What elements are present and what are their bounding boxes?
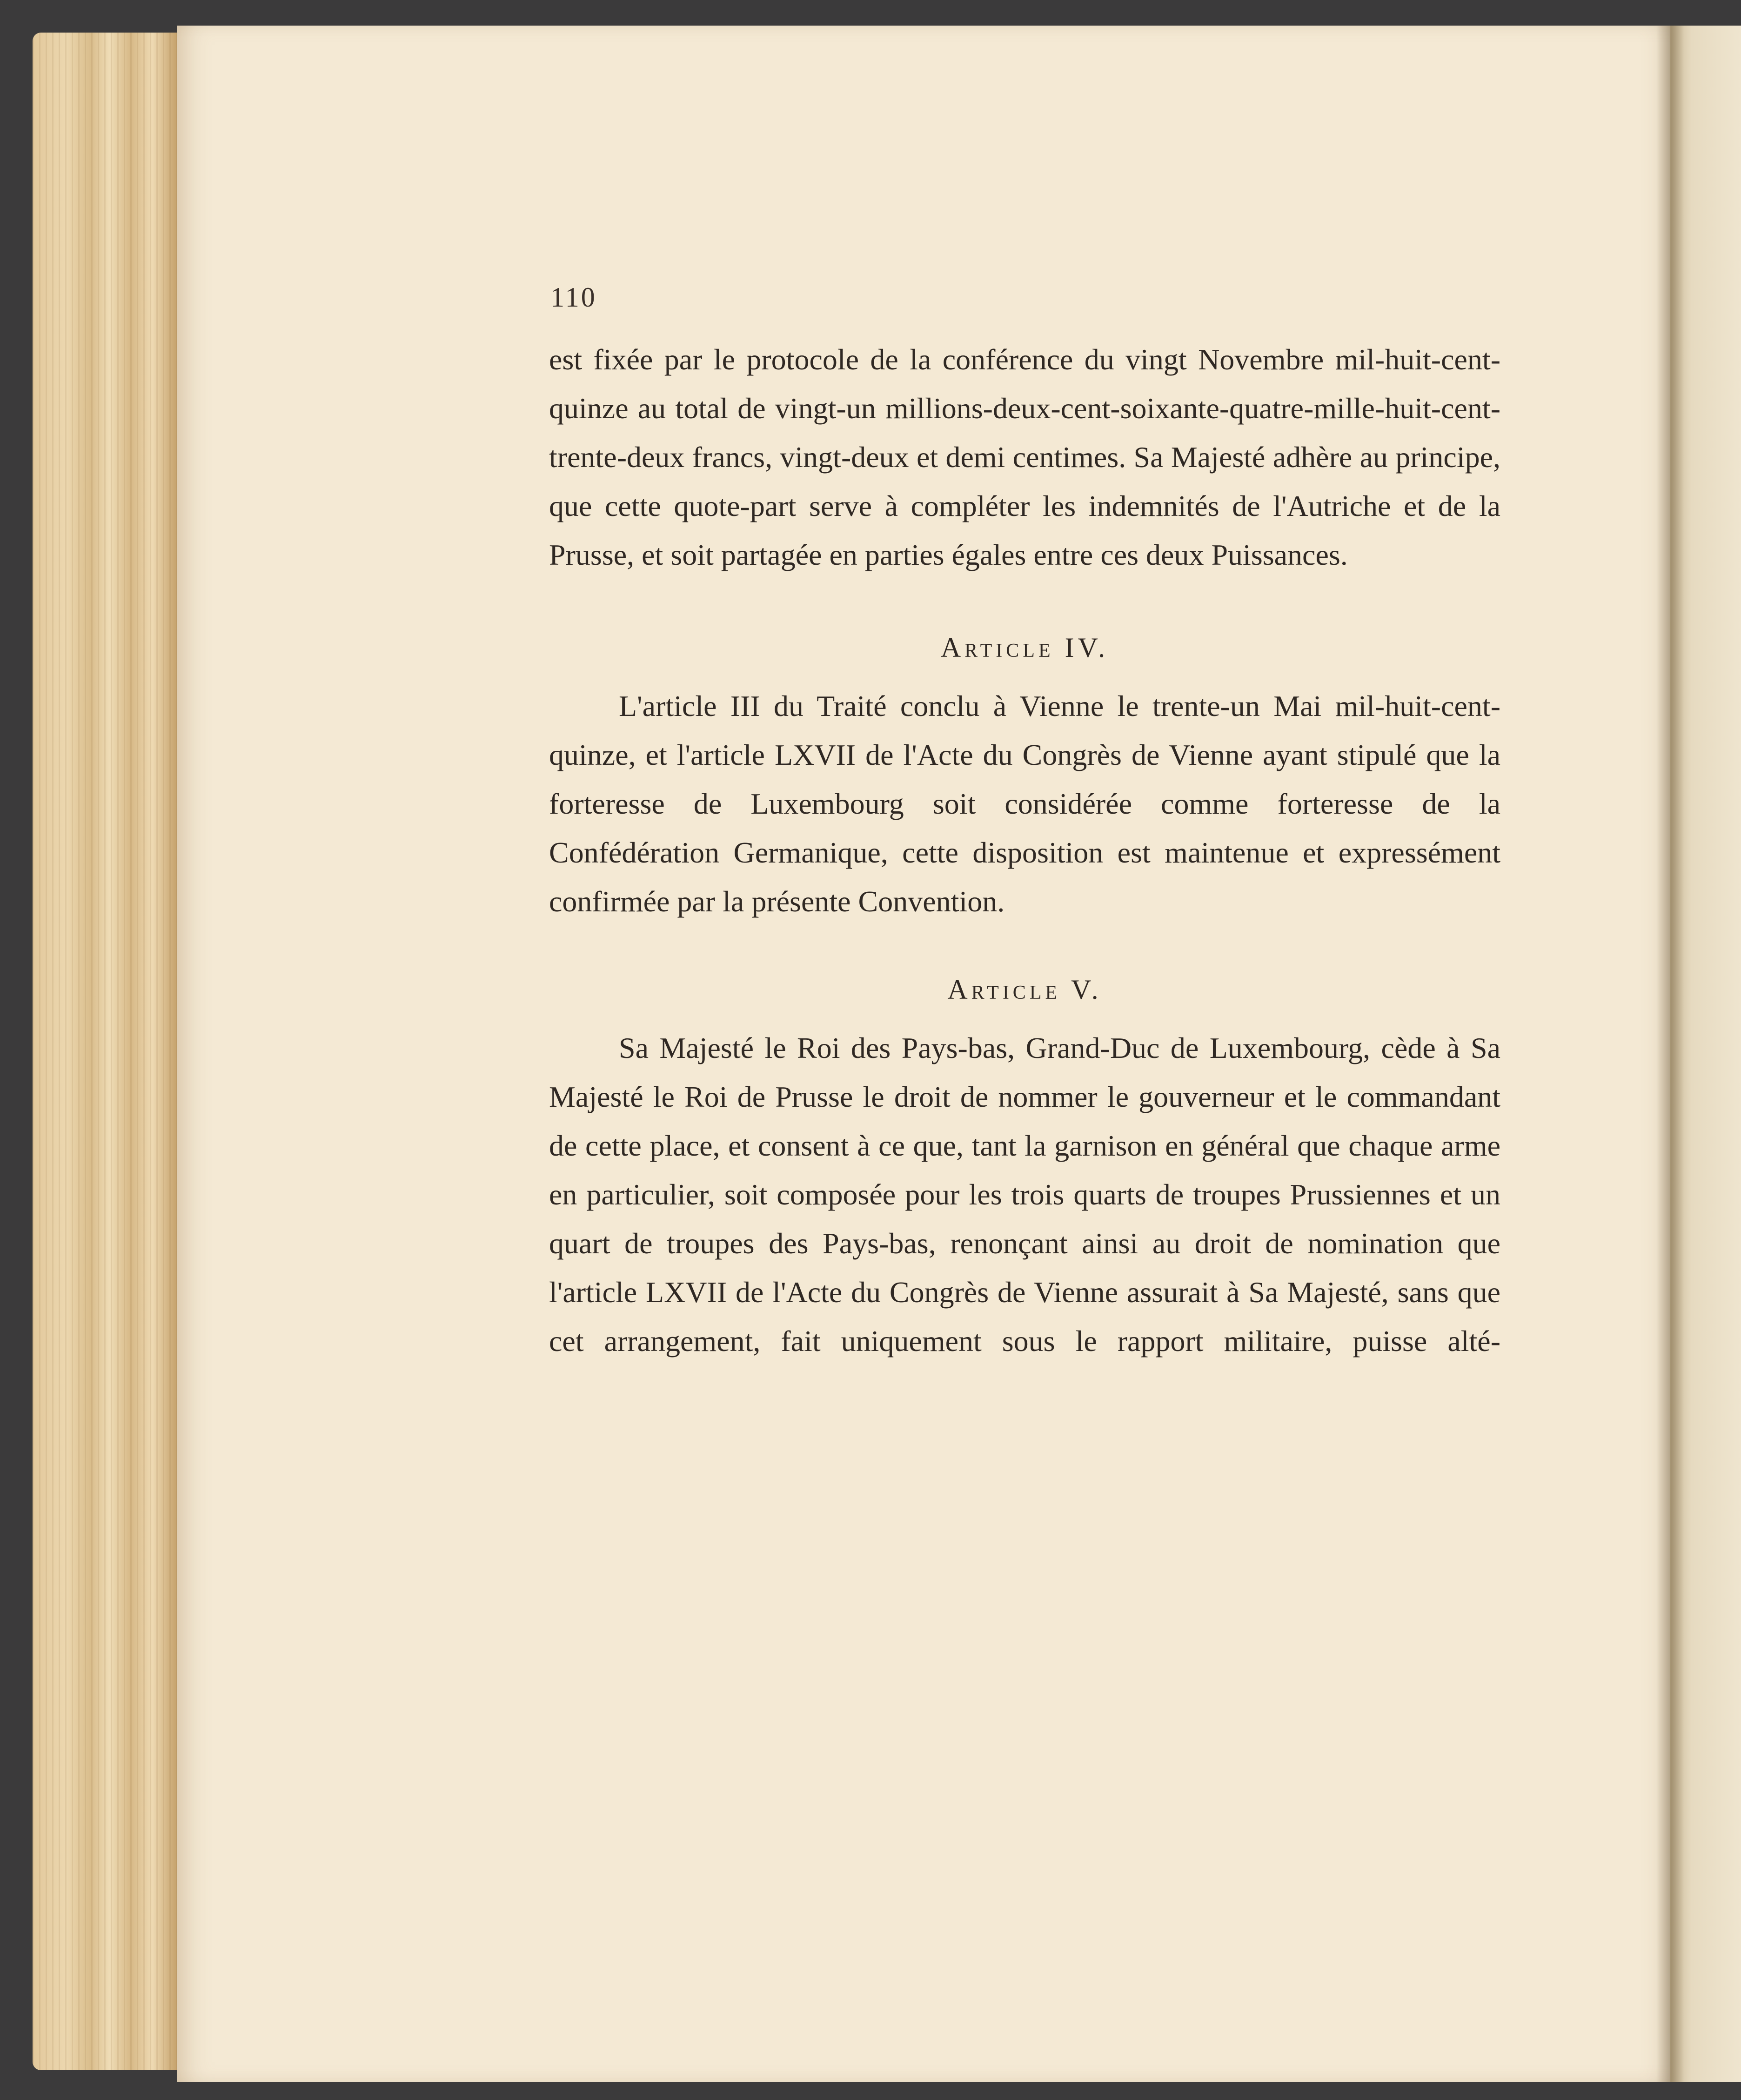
previous-pages-texture	[33, 33, 186, 2070]
paragraph-continuation: est fixée par le protocole de la conférence du vingt Novembre mil-huit-cent-quinze au total de vingt-un millions-deux-cent-soixante-quatre-mille-huit-cent-trente-deux francs, vingt-deux et demi centimes. Sa Majesté adhère au principe, que cette quote-part serve à compléter les indemnités de l'Autriche et de la Prusse, et soit partagée en parties égales entre ces deux Puissances.	[549, 343, 1500, 571]
article-4-text: L'article III du Traité conclu à Vienne le trente-un Mai mil-huit-cent-quinze, et l'article LXVII de l'Acte du Congrès de Vienne ayant stipulé que la forteresse de Luxembourg soit considérée comme forteresse de la Confédération Germanique, cette disposition est maintenue et expressément confirmée par la présente Convention.	[549, 689, 1500, 918]
article-4-heading: Article IV.	[940, 632, 1109, 663]
article-5-text: Sa Majesté le Roi des Pays-bas, Grand-Duc de Luxembourg, cède à Sa Majesté le Roi de Prusse le droit de nommer le gouverneur et le commandant de cette place, et consent à ce que, tant la garnison en général que chaque arme en particulier, soit composée pour les trois quarts de troupes Prussiennes et un quart de troupes des Pays-bas, renonçant ainsi au droit de nomination que l'article LXVII de l'Acte du Congrès de Vienne assurait à Sa Majesté, sans que cet arrangement, fait uniquement sous le rapport militaire, puisse alté-	[549, 1031, 1500, 1358]
page-number: 110	[550, 282, 597, 313]
page-gutter	[1656, 26, 1684, 2082]
page-text	[549, 335, 1500, 1365]
article-5-heading: Article V.	[947, 974, 1102, 1005]
